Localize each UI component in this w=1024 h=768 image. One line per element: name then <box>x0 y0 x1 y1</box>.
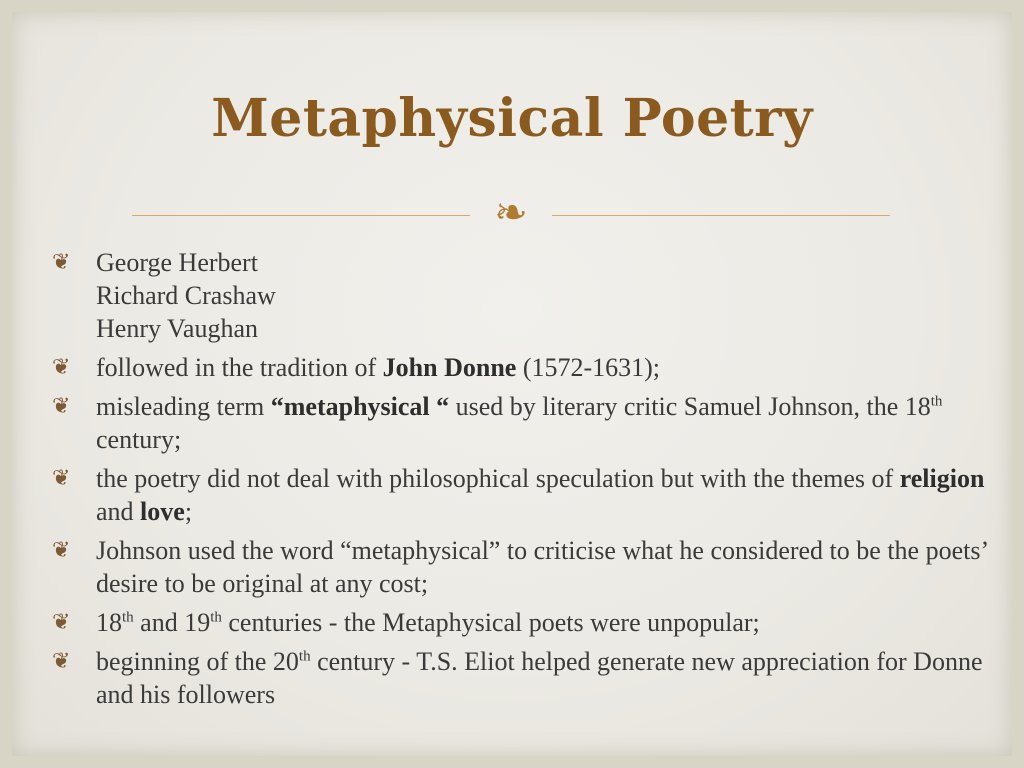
bullet-bold-text: religion <box>899 464 985 493</box>
swirl-ornament-icon: ❧ <box>494 190 528 236</box>
bullet-text: Johnson used the word “metaphysical” to criticise what he considered to be the poets’ desire to be original at any cost; <box>96 536 988 598</box>
poet-name: George Herbert <box>96 248 258 277</box>
list-item <box>52 462 992 528</box>
list-item <box>52 390 992 456</box>
swirl-bullet-icon: ❦ <box>52 394 71 419</box>
list-item <box>52 645 992 711</box>
bullet-text: misleading term <box>96 392 271 421</box>
list-item <box>52 534 992 600</box>
bullet-text: 18 <box>96 608 122 637</box>
superscript: th <box>298 648 311 665</box>
slide-title: Metaphysical Poetry <box>211 88 813 149</box>
bullet-text: centuries - the Metaphysical poets were unpopular; <box>221 608 760 637</box>
bullet-text: followed in the tradition of <box>96 353 383 382</box>
bullet-text: the poetry did not deal with philosophical speculation but with the themes of <box>96 464 900 493</box>
bullet-text: century - T.S. Eliot helped generate new appreciation for Donne and his followers <box>96 647 983 709</box>
swirl-bullet-icon: ❦ <box>52 538 71 563</box>
bullet-bold-text: “metaphysical “ <box>270 392 450 421</box>
list-item <box>52 246 992 345</box>
bullet-text: ; <box>184 497 193 526</box>
swirl-bullet-icon: ❦ <box>52 610 71 635</box>
superscript: th <box>122 609 134 626</box>
superscript: th <box>930 393 943 410</box>
bullet-text: century; <box>96 425 182 454</box>
bullet-text: and <box>96 497 141 526</box>
bullet-text: used by literary critic Samuel Johnson, the 18 <box>449 392 931 421</box>
poet-name: Richard Crashaw <box>96 281 276 310</box>
swirl-bullet-icon: ❦ <box>52 466 71 491</box>
list-item <box>52 351 992 384</box>
swirl-bullet-icon: ❦ <box>52 355 71 380</box>
list-item <box>52 606 992 639</box>
bullet-text: beginning of the 20 <box>96 647 299 676</box>
divider-line-right <box>552 215 890 216</box>
bullet-text: and 19 <box>133 608 211 637</box>
poet-name: Henry Vaughan <box>96 314 258 343</box>
bullet-text: (1572-1631); <box>516 353 661 382</box>
divider-line-left <box>132 215 470 216</box>
superscript: th <box>210 609 222 626</box>
bullet-list <box>52 246 992 717</box>
bullet-bold-text: love <box>140 497 185 526</box>
bullet-bold-text: John Donne <box>382 353 517 382</box>
swirl-bullet-icon: ❦ <box>52 649 71 674</box>
swirl-bullet-icon: ❦ <box>52 250 71 275</box>
title-divider <box>132 191 890 235</box>
